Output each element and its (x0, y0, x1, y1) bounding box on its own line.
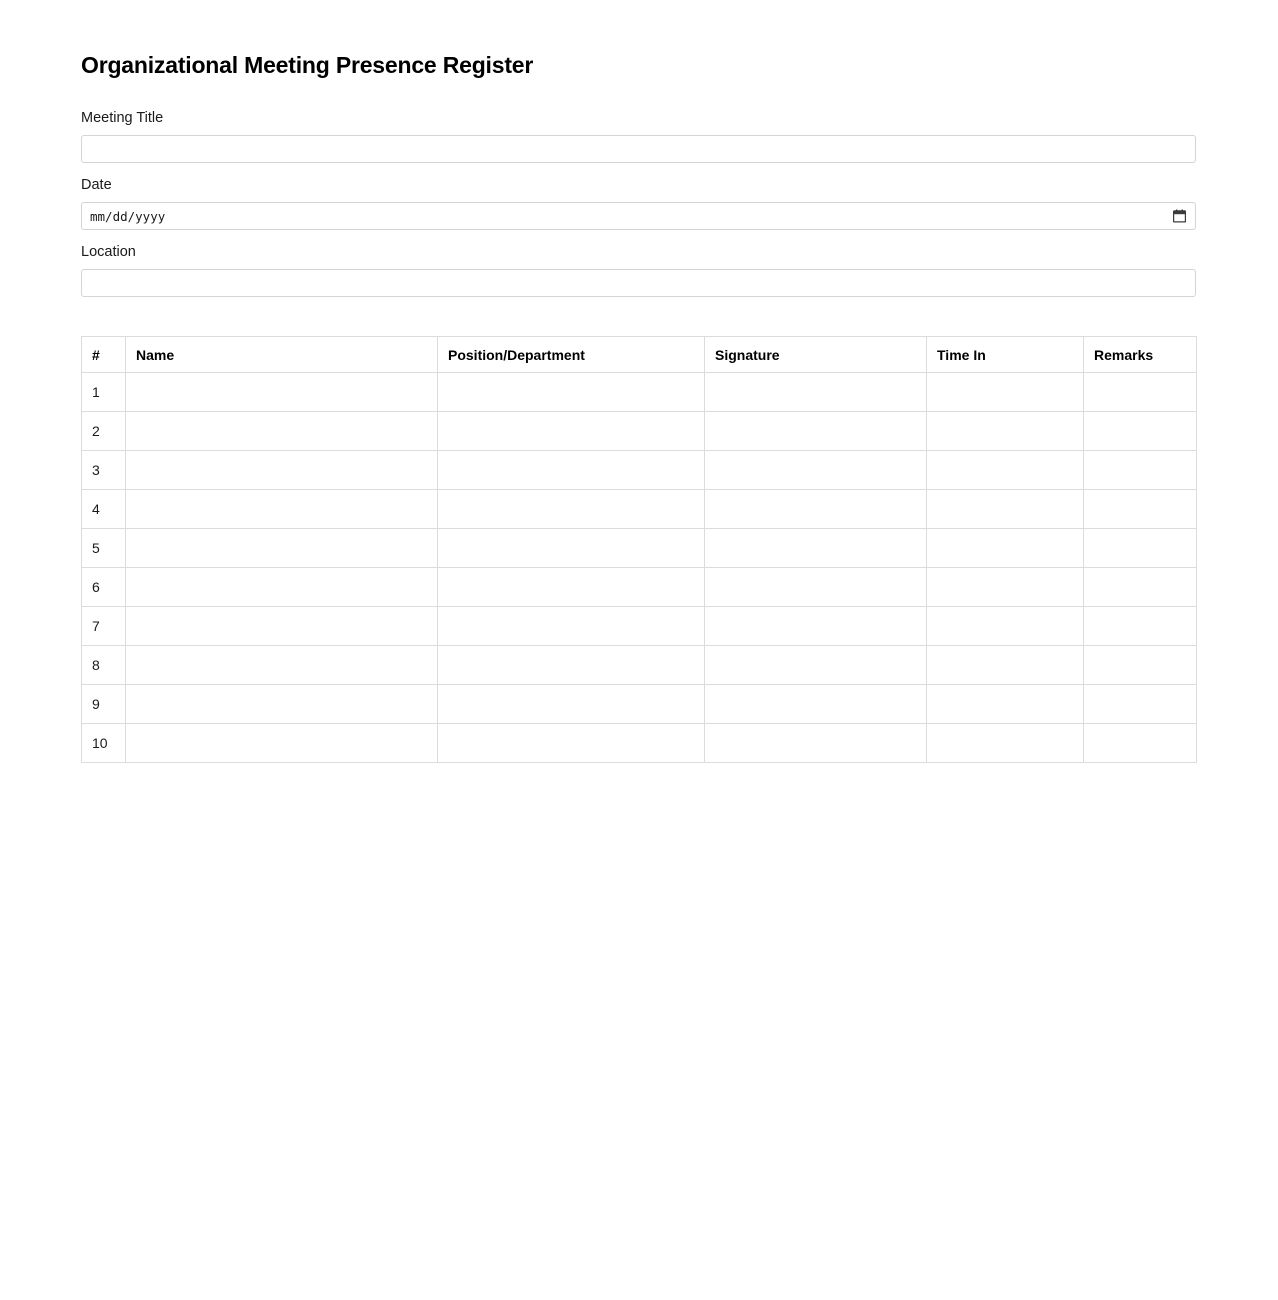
table-header (82, 337, 1197, 373)
cell-name[interactable] (126, 607, 438, 646)
row-index: 2 (82, 412, 126, 451)
location-label: Location (81, 244, 136, 261)
table-row (82, 451, 1197, 490)
cell-time-in[interactable] (927, 412, 1084, 451)
meeting-title-field-group (81, 108, 1196, 163)
row-index: 7 (82, 607, 126, 646)
cell-signature[interactable] (705, 568, 927, 607)
cell-time-in[interactable] (927, 529, 1084, 568)
cell-remarks[interactable] (1084, 412, 1197, 451)
cell-name[interactable] (126, 490, 438, 529)
row-index: 10 (82, 724, 126, 763)
table-row (82, 724, 1197, 763)
table-row (82, 529, 1197, 568)
date-input-wrapper (81, 202, 1196, 230)
cell-time-in[interactable] (927, 685, 1084, 724)
row-index: 1 (82, 373, 126, 412)
cell-name[interactable] (126, 646, 438, 685)
location-input[interactable] (81, 269, 1196, 297)
cell-position[interactable] (438, 568, 705, 607)
cell-position[interactable] (438, 646, 705, 685)
row-index: 4 (82, 490, 126, 529)
cell-position[interactable] (438, 451, 705, 490)
cell-name[interactable] (126, 529, 438, 568)
table-row (82, 568, 1197, 607)
cell-remarks[interactable] (1084, 685, 1197, 724)
meeting-title-label: Meeting Title (81, 109, 164, 126)
table-header-row (82, 337, 1197, 373)
table-row (82, 412, 1197, 451)
date-label: Date (81, 176, 112, 193)
cell-time-in[interactable] (927, 490, 1084, 529)
table-row (82, 373, 1197, 412)
cell-remarks[interactable] (1084, 373, 1197, 412)
cell-signature[interactable] (705, 646, 927, 685)
cell-name[interactable] (126, 685, 438, 724)
cell-name[interactable] (126, 451, 438, 490)
cell-position[interactable] (438, 490, 705, 529)
cell-signature[interactable] (705, 451, 927, 490)
cell-name[interactable] (126, 568, 438, 607)
cell-signature[interactable] (705, 490, 927, 529)
table-row (82, 685, 1197, 724)
meeting-title-input[interactable] (81, 135, 1196, 163)
table-row (82, 607, 1197, 646)
column-header-remarks: Remarks (1084, 337, 1197, 373)
cell-position[interactable] (438, 685, 705, 724)
cell-position[interactable] (438, 529, 705, 568)
cell-position[interactable] (438, 412, 705, 451)
cell-remarks[interactable] (1084, 646, 1197, 685)
cell-remarks[interactable] (1084, 607, 1197, 646)
cell-remarks[interactable] (1084, 529, 1197, 568)
cell-name[interactable] (126, 412, 438, 451)
cell-time-in[interactable] (927, 607, 1084, 646)
cell-name[interactable] (126, 373, 438, 412)
cell-position[interactable] (438, 724, 705, 763)
column-header-name: Name (126, 337, 438, 373)
cell-remarks[interactable] (1084, 451, 1197, 490)
cell-position[interactable] (438, 607, 705, 646)
column-header-signature: Signature (705, 337, 927, 373)
date-field-group (81, 175, 1196, 230)
cell-signature[interactable] (705, 685, 927, 724)
cell-time-in[interactable] (927, 451, 1084, 490)
attendance-table (81, 336, 1197, 763)
attendance-table-wrapper (81, 336, 1196, 763)
cell-time-in[interactable] (927, 568, 1084, 607)
cell-remarks[interactable] (1084, 724, 1197, 763)
column-header-position: Position/Department (438, 337, 705, 373)
cell-time-in[interactable] (927, 646, 1084, 685)
cell-signature[interactable] (705, 412, 927, 451)
table-body (82, 373, 1197, 763)
column-header-index: # (82, 337, 126, 373)
cell-remarks[interactable] (1084, 568, 1197, 607)
row-index: 5 (82, 529, 126, 568)
cell-signature[interactable] (705, 607, 927, 646)
row-index: 9 (82, 685, 126, 724)
table-row (82, 646, 1197, 685)
cell-time-in[interactable] (927, 724, 1084, 763)
cell-remarks[interactable] (1084, 490, 1197, 529)
cell-signature[interactable] (705, 373, 927, 412)
location-field-group (81, 242, 1196, 297)
table-row (82, 490, 1197, 529)
cell-signature[interactable] (705, 529, 927, 568)
date-input[interactable] (81, 202, 1196, 230)
cell-time-in[interactable] (927, 373, 1084, 412)
row-index: 3 (82, 451, 126, 490)
cell-signature[interactable] (705, 724, 927, 763)
cell-name[interactable] (126, 724, 438, 763)
column-header-time-in: Time In (927, 337, 1084, 373)
page-title: Organizational Meeting Presence Register (81, 52, 534, 78)
row-index: 6 (82, 568, 126, 607)
row-index: 8 (82, 646, 126, 685)
cell-position[interactable] (438, 373, 705, 412)
